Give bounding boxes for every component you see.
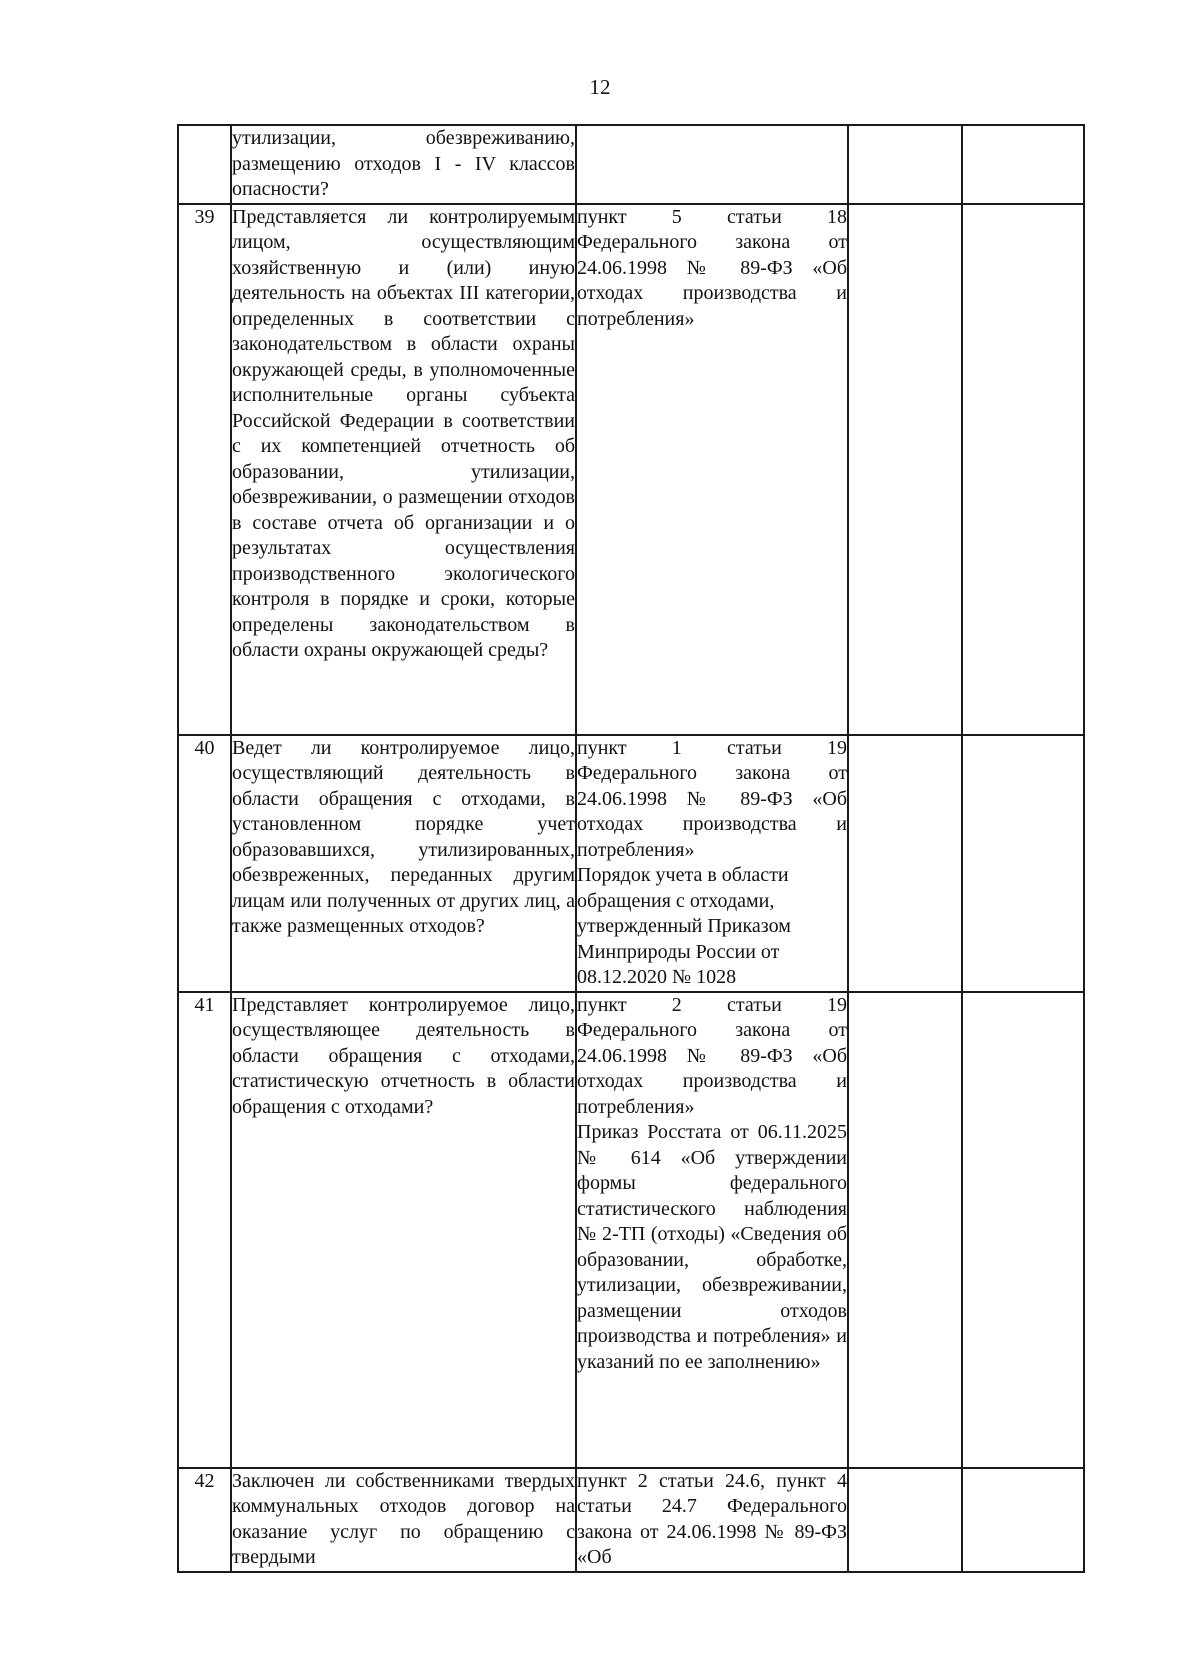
row-number-cell: 39 bbox=[178, 204, 231, 735]
table-row bbox=[178, 204, 1084, 735]
legal-reference: пункт 1 статьи 19 Федерального закона от 24.06.1998 № 89-ФЗ «Об отходах производства и потребления» bbox=[577, 736, 847, 861]
empty-cell bbox=[962, 735, 1084, 992]
row-number-cell: 40 bbox=[178, 735, 231, 992]
empty-cell bbox=[962, 125, 1084, 204]
legal-reference-cell bbox=[576, 125, 848, 204]
empty-cell bbox=[848, 204, 962, 735]
question-cell: утилизации, обезвреживанию, размещению отходов I - IV классов опасности? bbox=[231, 125, 576, 204]
empty-cell bbox=[962, 204, 1084, 735]
question-cell: Ведет ли контролируемое лицо, осуществляющий деятельность в области обращения с отходами, в установленном порядке учет образовавшихся, утилизированных, обезвреженных, переданных другим лицам или полученных от других лиц, а также размещенных отходов? bbox=[231, 735, 576, 992]
empty-cell bbox=[848, 735, 962, 992]
legal-reference-cell bbox=[576, 735, 848, 992]
row-number-cell bbox=[178, 125, 231, 204]
question-cell: Представляется ли контролируемым лицом, осуществляющим хозяйственную и (или) иную деятельность на объектах III категории, определенных в соответствии с законодательством в области охраны окружающей среды, в уполномоченные исполнительные органы субъекта Российской Федерации в соответствии с их компетенцией отчетность об образовании, утилизации, обезвреживании, о размещении отходов в составе отчета об организации и о результатах осуществления производственного экологического контроля в порядке и сроки, которые определены законодательством в области охраны окружающей среды? bbox=[231, 204, 576, 735]
page-number: 12 bbox=[589, 75, 611, 99]
empty-cell bbox=[962, 992, 1084, 1468]
legal-reference-cell bbox=[576, 204, 848, 735]
empty-cell bbox=[848, 992, 962, 1468]
row-number-cell: 42 bbox=[178, 1468, 231, 1572]
table-row bbox=[178, 125, 1084, 204]
table-row bbox=[178, 735, 1084, 992]
empty-cell bbox=[962, 1468, 1084, 1572]
legal-reference: пункт 2 статьи 24.6, пункт 4 статьи 24.7 Федерального закона от 24.06.1998 № 89-ФЗ «Об bbox=[577, 1469, 847, 1568]
question-cell: Представляет контролируемое лицо, осуществляющее деятельность в области обращения с отходами, статистическую отчетность в области обращения с отходами? bbox=[231, 992, 576, 1468]
legal-reference: Порядок учета в области обращения с отходами, утвержденный Приказом Минприроды России от 08.12.2020 № 1028 bbox=[577, 864, 791, 988]
empty-cell bbox=[848, 125, 962, 204]
table-row bbox=[178, 992, 1084, 1468]
legal-reference-cell bbox=[576, 992, 848, 1468]
table-row bbox=[178, 1468, 1084, 1572]
legal-reference: Приказ Росстата от 06.11.2025 № 614 «Об утверждении формы федерального статистического наблюдения № 2-ТП (отходы) «Сведения об образовании, обработке, утилизации, обезвреживании, размещении отходов производства и потребления» и указаний по ее заполнению» bbox=[577, 1121, 847, 1373]
legal-reference: пункт 2 статьи 19 Федерального закона от 24.06.1998 № 89-ФЗ «Об отходах производства и потребления» bbox=[577, 993, 847, 1118]
question-cell: Заключен ли собственниками твердых коммунальных отходов договор на оказание услуг по обращению с твердыми bbox=[231, 1468, 576, 1572]
empty-cell bbox=[848, 1468, 962, 1572]
checklist-table bbox=[177, 124, 1085, 1573]
legal-reference: пункт 5 статьи 18 Федерального закона от 24.06.1998 № 89-ФЗ «Об отходах производства и потребления» bbox=[577, 205, 847, 330]
row-number-cell: 41 bbox=[178, 992, 231, 1468]
legal-reference-cell bbox=[576, 1468, 848, 1572]
